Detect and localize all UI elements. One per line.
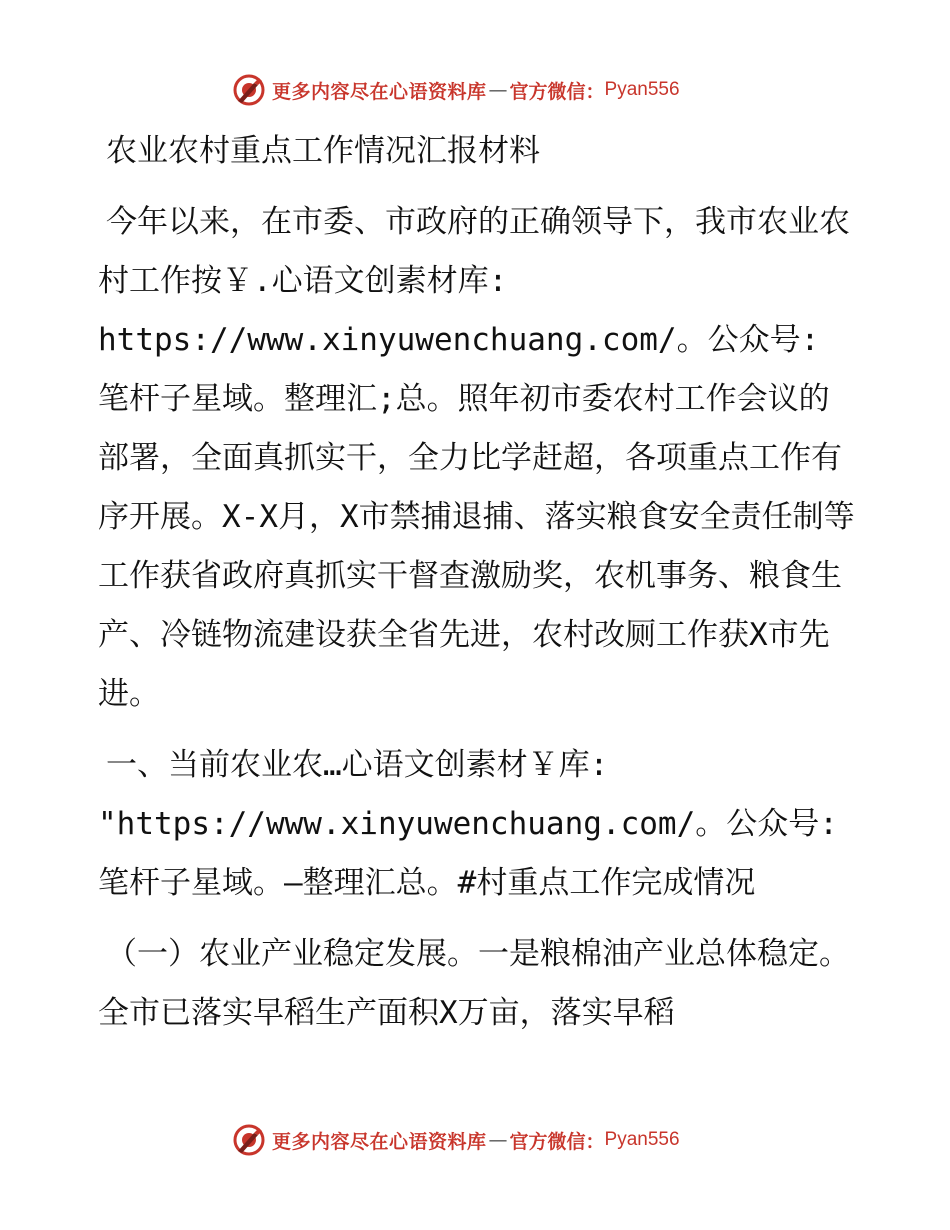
banner-label: 官方微信： [509,80,605,103]
pen-logo-icon [232,73,266,107]
banner-text: 更多内容尽在心语资料库 [272,80,487,103]
banner-separator: — [488,79,508,101]
paragraph-3: （一）农业产业稳定发展。一是粮棉油产业总体稳定。全市已落实早稻生产面积X万亩，落实早稻 [98,936,850,1031]
banner-label: 官方微信： [509,1130,605,1153]
document-title: 农业农村重点工作情况汇报材料 [106,133,540,169]
banner-id: Pyan556 [604,79,680,100]
banner-separator: — [488,1129,508,1151]
paragraph-1: 今年以来，在市委、市政府的正确领导下，我市农业农村工作按￥.心语文创素材库: https://www.xinyuwenchuang.com/。公众号: 笔杆子星域。整理汇;总。照年初市委农村工作会议的部署，全面真抓实干，全力比学赶超，各项重点工作有序开展。X-X月，X市禁捕退捕、落实粮食安全责任制等工作获省政府真抓实干督查激励奖，农机事务、粮食生产、冷链物流建设获全省先进，农村改厕工作获X市先进。 [98,204,855,712]
paragraph-2: 一、当前农业农…心语文创素材￥库: "https://www.xinyuwenchuang.com/。公众号: 笔杆子星域。—整理汇总。#村重点工作完成情况 [98,747,838,901]
pen-logo-icon [232,1123,266,1157]
banner-text: 更多内容尽在心语资料库 [272,1130,487,1153]
banner-id: Pyan556 [604,1129,680,1150]
footer-banner [232,1120,752,1160]
header-banner [232,70,752,110]
document-body [98,122,858,1055]
